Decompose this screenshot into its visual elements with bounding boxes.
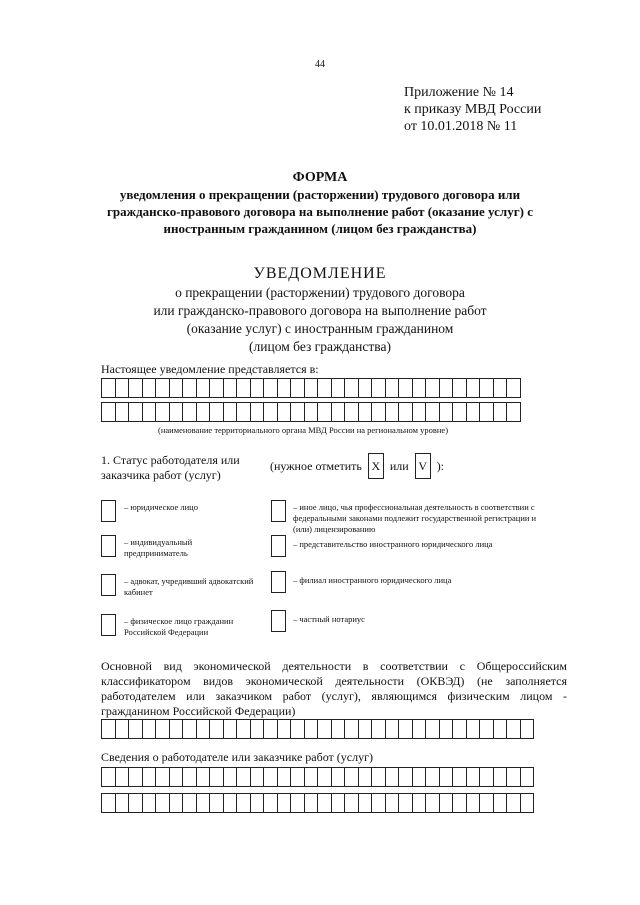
grid-cell[interactable]: [263, 719, 278, 739]
grid-cell[interactable]: [425, 402, 440, 422]
employer-grid-row-2[interactable]: [101, 793, 533, 813]
grid-cell[interactable]: [425, 719, 440, 739]
grid-cell[interactable]: [344, 378, 359, 398]
grid-cell[interactable]: [506, 793, 521, 813]
grid-cell[interactable]: [142, 719, 157, 739]
grid-cell[interactable]: [439, 767, 454, 787]
grid-cell[interactable]: [466, 402, 481, 422]
grid-cell[interactable]: [277, 378, 292, 398]
grid-cell[interactable]: [452, 719, 467, 739]
grid-cell[interactable]: [196, 719, 211, 739]
mark-v-box: V: [415, 453, 431, 479]
grid-cell[interactable]: [331, 719, 346, 739]
checkbox-private-notary[interactable]: [271, 610, 286, 632]
grid-cell[interactable]: [317, 767, 332, 787]
grid-cell[interactable]: [439, 378, 454, 398]
grid-cell[interactable]: [236, 793, 251, 813]
grid-cell[interactable]: [479, 793, 494, 813]
grid-cell[interactable]: [128, 378, 143, 398]
grid-cell[interactable]: [452, 378, 467, 398]
option-foreign-representative: – представительство иностранного юридического лица: [293, 539, 493, 549]
mark-instruction: [270, 453, 444, 479]
grid-cell[interactable]: [425, 767, 440, 787]
grid-cell[interactable]: [182, 378, 197, 398]
grid-cell[interactable]: [493, 402, 508, 422]
okved-text: Основной вид экономической деятельности в соответствии с Общероссийским классификатором видов экономической деятельности (ОКВЭД) (не заполняется работодателем или заказчиком работ (услуг), являющимся физическим лицом - гражданином Российской Федерации): [101, 659, 567, 718]
notice-line-1: о прекращении (расторжении) трудового договора: [175, 285, 465, 300]
grid-cell[interactable]: [385, 402, 400, 422]
grid-cell[interactable]: [128, 719, 143, 739]
grid-cell[interactable]: [412, 378, 427, 398]
grid-cell[interactable]: [398, 767, 413, 787]
grid-cell[interactable]: [155, 378, 170, 398]
grid-cell[interactable]: [196, 402, 211, 422]
grid-cell[interactable]: [209, 402, 224, 422]
annex-line-3: от 10.01.2018 № 11: [404, 119, 518, 134]
grid-cell[interactable]: [466, 378, 481, 398]
grid-cell[interactable]: [466, 719, 481, 739]
grid-cell[interactable]: [493, 378, 508, 398]
grid-cell[interactable]: [317, 378, 332, 398]
grid-cell[interactable]: [209, 793, 224, 813]
annex-block: [404, 84, 541, 135]
grid-cell[interactable]: [304, 767, 319, 787]
option-legal-entity: – юридическое лицо: [124, 502, 198, 512]
option-private-notary: – частный нотариус: [293, 614, 365, 624]
grid-cell[interactable]: [250, 378, 265, 398]
grid-cell[interactable]: [506, 378, 521, 398]
mark-suffix: ):: [436, 458, 445, 473]
grid-cell[interactable]: [182, 719, 197, 739]
grid-cell[interactable]: [317, 719, 332, 739]
grid-cell[interactable]: [101, 378, 116, 398]
checkbox-lawyer[interactable]: [101, 574, 116, 596]
option-other-person: – иное лицо, чья профессиональная деятельность в соответствии с федеральными законами подлежит государственной регистрации и (или) лицензированию: [293, 502, 537, 534]
grid-cell[interactable]: [236, 402, 251, 422]
grid-cell[interactable]: [142, 402, 157, 422]
checkbox-foreign-branch[interactable]: [271, 571, 286, 593]
grid-cell[interactable]: [358, 767, 373, 787]
grid-cell[interactable]: [277, 402, 292, 422]
grid-cell[interactable]: [290, 402, 305, 422]
grid-cell[interactable]: [304, 719, 319, 739]
grid-cell[interactable]: [142, 767, 157, 787]
grid-cell[interactable]: [155, 719, 170, 739]
grid-cell[interactable]: [520, 767, 535, 787]
grid-cell[interactable]: [236, 378, 251, 398]
grid-cell[interactable]: [169, 793, 184, 813]
grid-cell[interactable]: [520, 793, 535, 813]
grid-cell[interactable]: [128, 767, 143, 787]
grid-cell[interactable]: [182, 793, 197, 813]
grid-cell[interactable]: [196, 378, 211, 398]
grid-cell[interactable]: [344, 719, 359, 739]
grid-cell[interactable]: [115, 719, 130, 739]
option-individual-citizen: – физическое лицо гражданин Российской Федерации: [124, 616, 234, 637]
grid-cell[interactable]: [506, 767, 521, 787]
grid-cell[interactable]: [371, 402, 386, 422]
grid-cell[interactable]: [317, 402, 332, 422]
grid-cell[interactable]: [398, 719, 413, 739]
grid-cell[interactable]: [358, 793, 373, 813]
grid-cell[interactable]: [506, 719, 521, 739]
employer-grid-row-1[interactable]: [101, 767, 533, 787]
grid-cell[interactable]: [263, 767, 278, 787]
grid-cell[interactable]: [155, 793, 170, 813]
grid-cell[interactable]: [493, 719, 508, 739]
grid-cell[interactable]: [277, 767, 292, 787]
grid-cell[interactable]: [263, 793, 278, 813]
grid-cell[interactable]: [371, 767, 386, 787]
grid-cell[interactable]: [155, 767, 170, 787]
grid-cell[interactable]: [520, 719, 535, 739]
grid-cell[interactable]: [169, 719, 184, 739]
grid-cell[interactable]: [452, 767, 467, 787]
notice-title: УВЕДОМЛЕНИЕ: [253, 265, 387, 282]
grid-cell[interactable]: [263, 402, 278, 422]
grid-cell[interactable]: [452, 793, 467, 813]
grid-cell[interactable]: [479, 378, 494, 398]
grid-cell[interactable]: [439, 719, 454, 739]
option-individual-entrepreneur: – индивидуальный предприниматель: [124, 537, 193, 558]
grid-cell[interactable]: [439, 793, 454, 813]
grid-cell[interactable]: [182, 767, 197, 787]
grid-cell[interactable]: [128, 793, 143, 813]
grid-cell[interactable]: [223, 378, 238, 398]
grid-cell[interactable]: [385, 378, 400, 398]
grid-cell[interactable]: [304, 402, 319, 422]
grid-cell[interactable]: [344, 793, 359, 813]
grid-cell[interactable]: [209, 719, 224, 739]
grid-cell[interactable]: [209, 378, 224, 398]
grid-cell[interactable]: [385, 793, 400, 813]
grid-cell[interactable]: [304, 378, 319, 398]
checkbox-individual-entrepreneur[interactable]: [101, 535, 116, 557]
status-label: 1. Статус работодателя или заказчика работ (услуг): [101, 453, 240, 482]
checkbox-foreign-representative[interactable]: [271, 535, 286, 557]
grid-cell[interactable]: [331, 793, 346, 813]
grid-cell[interactable]: [236, 719, 251, 739]
grid-cell[interactable]: [142, 378, 157, 398]
grid-cell[interactable]: [182, 402, 197, 422]
grid-cell[interactable]: [344, 402, 359, 422]
grid-cell[interactable]: [169, 378, 184, 398]
grid-cell[interactable]: [115, 378, 130, 398]
grid-cell[interactable]: [196, 767, 211, 787]
grid-cell[interactable]: [115, 402, 130, 422]
grid-cell[interactable]: [250, 793, 265, 813]
employer-label: Сведения о работодателе или заказчике работ (услуг): [101, 750, 374, 764]
grid-cell[interactable]: [317, 793, 332, 813]
grid-cell[interactable]: [101, 719, 116, 739]
recipient-grid-row-2[interactable]: [101, 402, 520, 422]
mark-x-box: X: [368, 453, 384, 479]
grid-cell[interactable]: [371, 793, 386, 813]
grid-cell[interactable]: [452, 402, 467, 422]
grid-cell[interactable]: [236, 767, 251, 787]
grid-cell[interactable]: [290, 378, 305, 398]
checkbox-legal-entity[interactable]: [101, 500, 116, 522]
mark-prefix: (нужное отметить: [270, 458, 362, 473]
grid-cell[interactable]: [412, 793, 427, 813]
grid-cell[interactable]: [290, 793, 305, 813]
grid-cell[interactable]: [169, 402, 184, 422]
grid-cell[interactable]: [250, 402, 265, 422]
page-number: 44: [315, 59, 325, 70]
grid-cell[interactable]: [128, 402, 143, 422]
checkbox-other-person[interactable]: [271, 500, 286, 522]
grid-cell[interactable]: [142, 793, 157, 813]
grid-cell[interactable]: [479, 767, 494, 787]
grid-cell[interactable]: [439, 402, 454, 422]
grid-cell[interactable]: [412, 402, 427, 422]
grid-cell[interactable]: [115, 767, 130, 787]
grid-cell[interactable]: [223, 767, 238, 787]
grid-cell[interactable]: [358, 402, 373, 422]
grid-cell[interactable]: [425, 793, 440, 813]
notice-line-2: или гражданско-правового договора на выполнение работ: [153, 303, 487, 318]
grid-cell[interactable]: [331, 378, 346, 398]
grid-cell[interactable]: [277, 793, 292, 813]
grid-cell[interactable]: [250, 767, 265, 787]
grid-cell[interactable]: [398, 378, 413, 398]
grid-cell[interactable]: [398, 402, 413, 422]
grid-cell[interactable]: [155, 402, 170, 422]
grid-cell[interactable]: [101, 402, 116, 422]
grid-cell[interactable]: [250, 719, 265, 739]
grid-cell[interactable]: [290, 719, 305, 739]
grid-cell[interactable]: [371, 719, 386, 739]
grid-cell[interactable]: [412, 767, 427, 787]
notice-line-3: (оказание услуг) с иностранным гражданином: [186, 321, 454, 336]
grid-cell[interactable]: [223, 719, 238, 739]
option-foreign-branch: – филиал иностранного юридического лица: [293, 575, 452, 585]
grid-cell[interactable]: [196, 793, 211, 813]
grid-cell[interactable]: [358, 719, 373, 739]
okved-grid[interactable]: [101, 719, 533, 739]
grid-cell[interactable]: [277, 719, 292, 739]
grid-cell[interactable]: [358, 378, 373, 398]
grid-cell[interactable]: [223, 402, 238, 422]
grid-cell[interactable]: [115, 793, 130, 813]
grid-cell[interactable]: [304, 793, 319, 813]
grid-cell[interactable]: [169, 767, 184, 787]
notice-line-4: (лицом без гражданства): [249, 339, 391, 354]
grid-cell[interactable]: [101, 793, 116, 813]
grid-cell[interactable]: [506, 402, 521, 422]
form-title: ФОРМА: [292, 170, 348, 185]
form-subtitle: уведомления о прекращении (расторжении) трудового договора или гражданско-правового договора на выполнение работ (оказание услуг) с иностранным гражданином (лицом без гражданства): [107, 187, 533, 236]
grid-cell[interactable]: [344, 767, 359, 787]
grid-cell[interactable]: [479, 402, 494, 422]
option-lawyer: – адвокат, учредивший адвокатский кабинет: [124, 576, 254, 597]
grid-cell[interactable]: [331, 767, 346, 787]
grid-cell[interactable]: [425, 378, 440, 398]
annex-line-2: к приказу МВД России: [404, 102, 542, 117]
grid-cell[interactable]: [371, 378, 386, 398]
grid-cell[interactable]: [209, 767, 224, 787]
grid-cell[interactable]: [385, 719, 400, 739]
grid-cell[interactable]: [331, 402, 346, 422]
recipient-label: Настоящее уведомление представляется в:: [101, 362, 319, 376]
grid-cell[interactable]: [493, 767, 508, 787]
grid-cell[interactable]: [466, 793, 481, 813]
grid-cell[interactable]: [493, 793, 508, 813]
grid-cell[interactable]: [466, 767, 481, 787]
grid-cell[interactable]: [101, 767, 116, 787]
grid-cell[interactable]: [223, 793, 238, 813]
grid-cell[interactable]: [290, 767, 305, 787]
grid-cell[interactable]: [398, 793, 413, 813]
grid-cell[interactable]: [412, 719, 427, 739]
recipient-caption: (наименование территориального органа МВД России на региональном уровне): [158, 425, 449, 435]
grid-cell[interactable]: [263, 378, 278, 398]
grid-cell[interactable]: [479, 719, 494, 739]
recipient-grid-row-1[interactable]: [101, 378, 520, 398]
annex-line-1: Приложение № 14: [404, 85, 514, 100]
notice-subtitle: [120, 284, 520, 356]
checkbox-individual-citizen[interactable]: [101, 614, 116, 636]
grid-cell[interactable]: [385, 767, 400, 787]
mark-or: или: [389, 458, 409, 473]
